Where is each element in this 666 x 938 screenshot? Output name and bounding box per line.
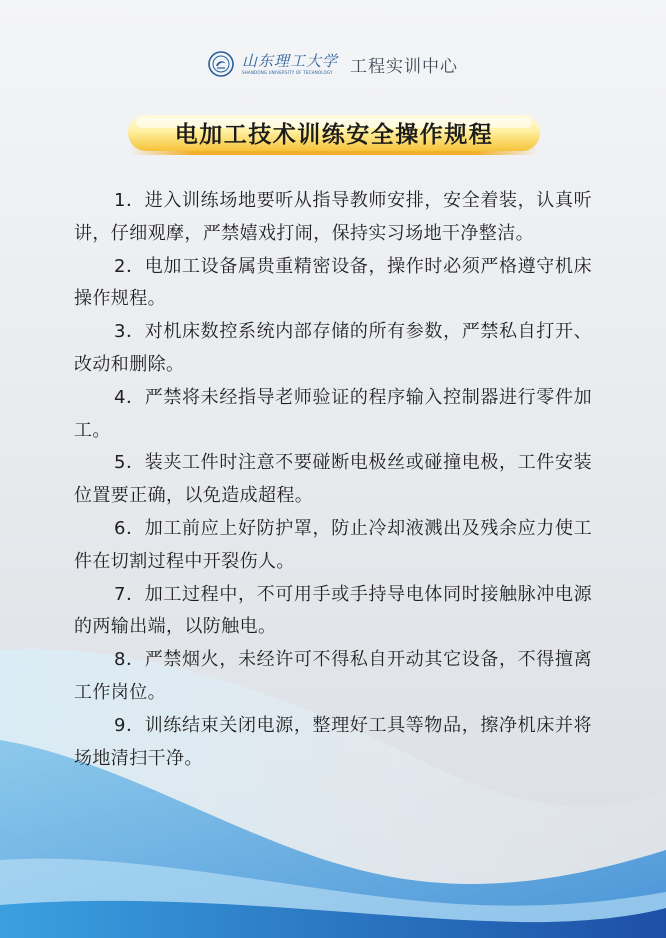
rule-item: 8．严禁烟火，未经许可不得私自开动其它设备，不得擅离工作岗位。 xyxy=(74,649,592,703)
rule-item: 4．严禁将未经指导老师验证的程序输入控制器进行零件加工。 xyxy=(74,386,592,441)
rule-item: 7．加工过程中，不可用手或手持导电体同时接触脉冲电源的两输出端，以防触电。 xyxy=(74,583,592,638)
rule-item: 9．训练结束关闭电源，整理好工具等物品，擦净机床并将场地清扫干净。 xyxy=(74,714,592,769)
rule-item: 2．电加工设备属贵重精密设备，操作时必须严格遵守机床操作规程。 xyxy=(74,255,592,310)
page-title: 电加工技术训练安全操作规程 xyxy=(174,121,494,148)
rule-item: 5．装夹工件时注意不要碰断电极丝或碰撞电极，工件安装位置要正确，以免造成超程。 xyxy=(74,452,592,507)
rule-item: 1．进入训练场地要听从指导教师安排，安全着装，认真听讲，仔细观摩，严禁嬉戏打闹，保持实习场地干净整洁。 xyxy=(74,190,592,244)
rule-item: 3．对机床数控系统内部存储的所有参数，严禁私自打开、改动和删除。 xyxy=(74,321,592,375)
school-name-en: SHANDONG UNIVERSITY OF TECHNOLOGY xyxy=(241,69,333,75)
school-name: 山东理工大学 xyxy=(241,51,338,70)
university-emblem-icon xyxy=(208,51,234,77)
logo-text xyxy=(241,51,338,75)
header xyxy=(0,48,666,80)
title-banner xyxy=(128,113,540,157)
rule-item: 6．加工前应上好防护罩，防止冷却液溅出及残余应力使工件在切割过程中开裂伤人。 xyxy=(74,517,592,572)
rules-list xyxy=(74,185,592,775)
center-name: 工程实训中心 xyxy=(350,56,458,77)
